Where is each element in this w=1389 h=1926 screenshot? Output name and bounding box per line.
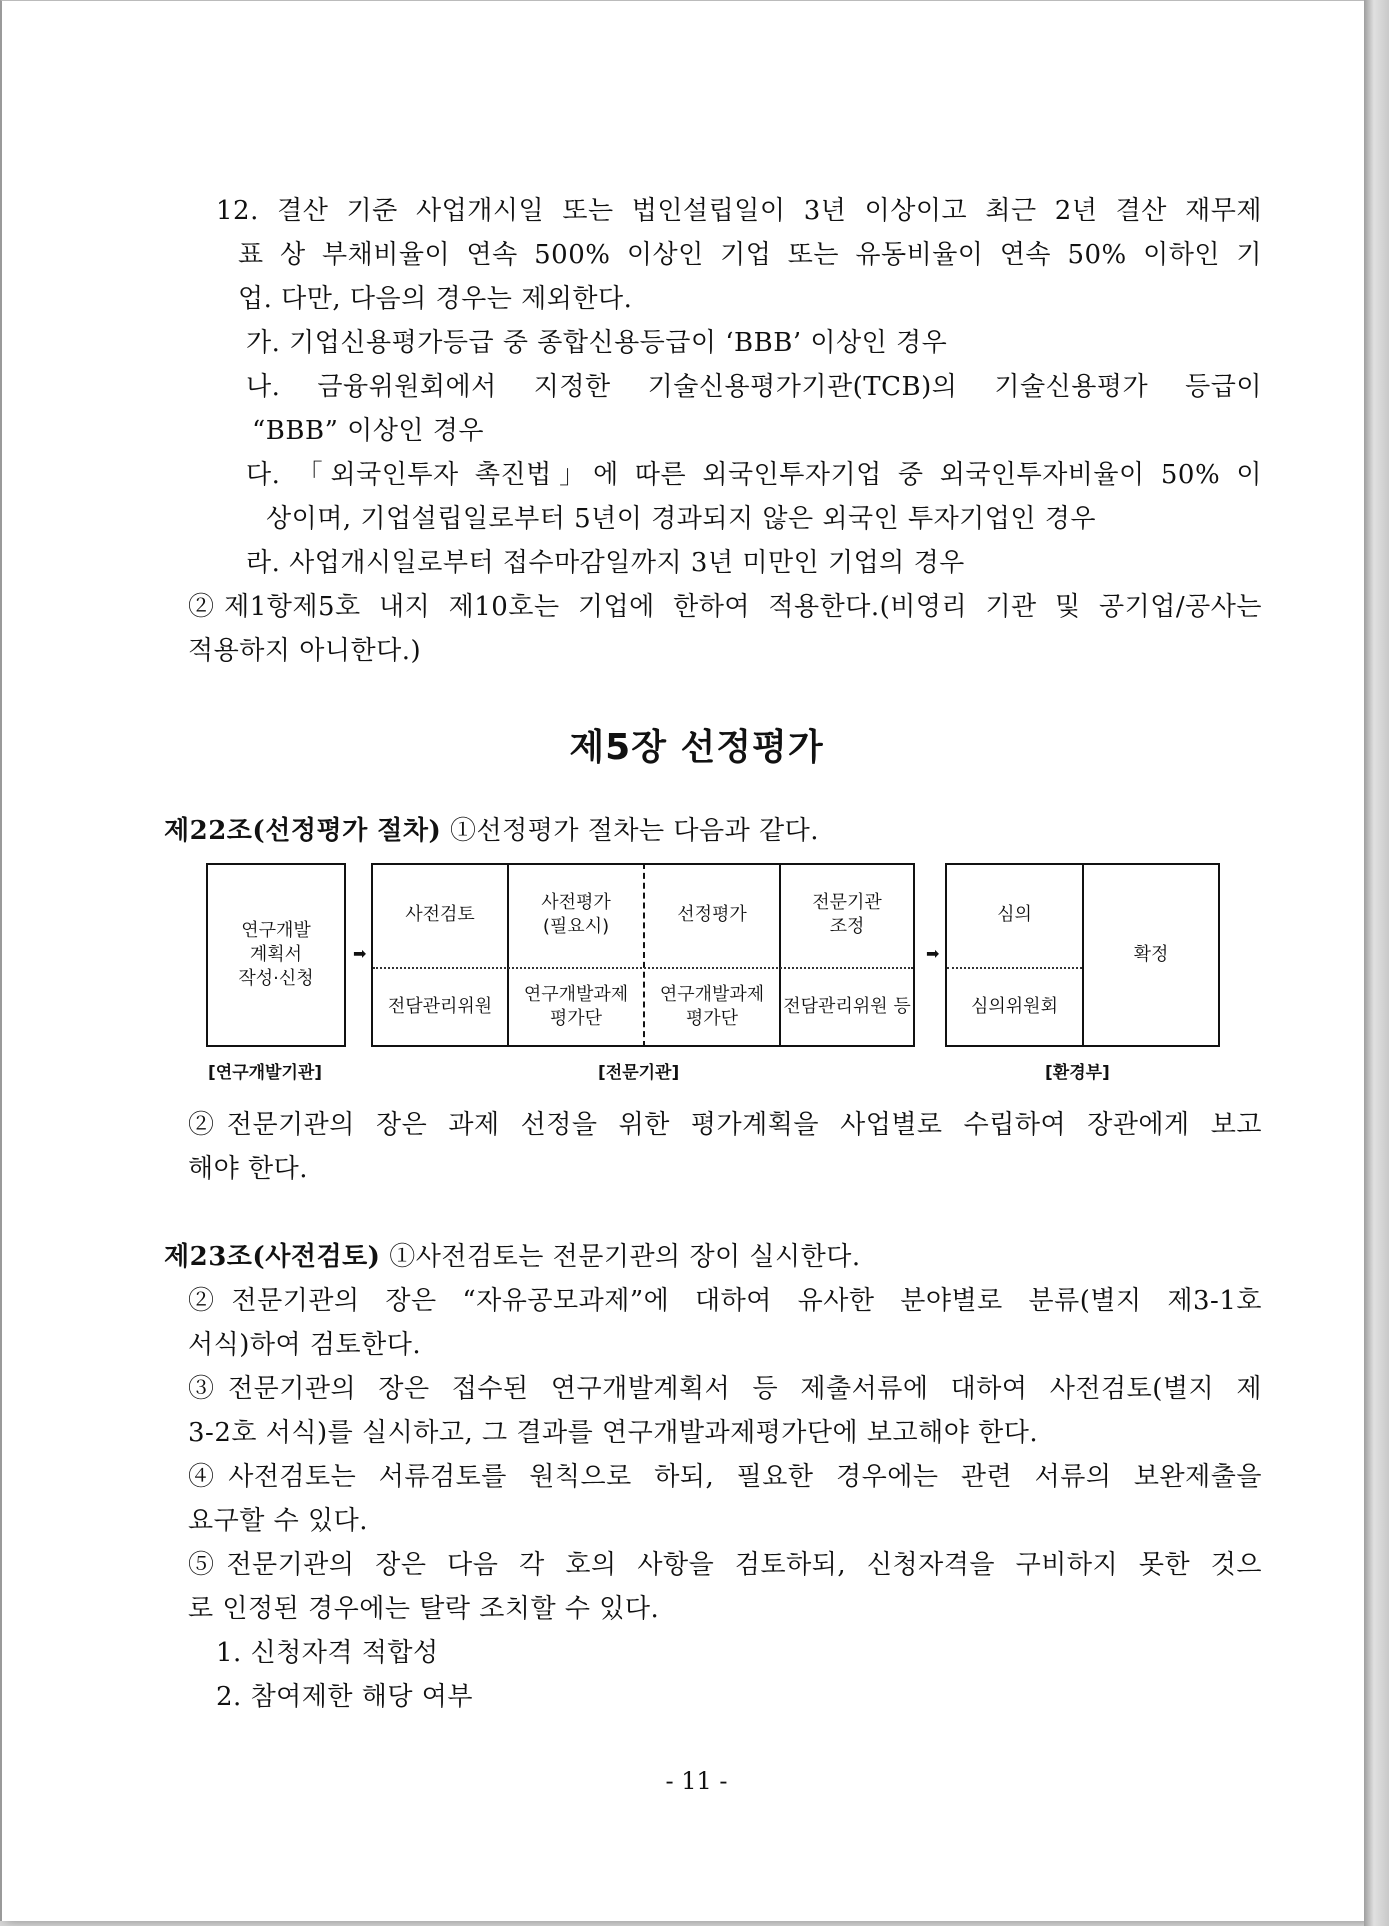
step-pre-evaluation: 사전평가 (필요시): [541, 892, 611, 937]
arrow-right-icon: ➡: [926, 944, 940, 963]
sub-item-da-line-1: 다. 「외국인투자 촉진법」에 따른 외국인투자기업 중 외국인투자비율이 50% 이: [246, 460, 1262, 490]
article-23-item-1: 1. 신청자격 적합성: [216, 1638, 439, 1668]
diagram-applicant-label: 연구개발 계획서 작성·신청: [238, 920, 314, 989]
actor-evaluation-panel-2: 연구개발과제 평가단: [659, 984, 765, 1029]
label-specialized-agency: [전문기관]: [598, 1063, 680, 1083]
arrow-right-icon: ➡: [353, 944, 367, 963]
sub-item-ra: 라. 사업개시일로부터 접수마감일까지 3년 미만인 기업의 경우: [246, 548, 965, 578]
actor-deliberation-committee: 심의위원회: [971, 996, 1058, 1017]
sub-item-na-line-1: 나. 금융위원회에서 지정한 기술신용평가기관(TCB)의 기술신용평가 등급이: [246, 372, 1262, 402]
article-23-paragraph-4-line-1: ④사전검토는 서류검토를 원칙으로 하되, 필요한 경우에는 관련 서류의 보완제출을: [188, 1462, 1262, 1492]
page-number: - 11 -: [665, 1767, 728, 1795]
article-23-paragraph-1: ①사전검토는 전문기관의 장이 실시한다.: [380, 1242, 861, 1272]
label-ministry-of-environment: [환경부]: [1045, 1063, 1110, 1083]
article-23-paragraph-2-line-1: ②전문기관의 장은 “자유공모과제”에 대하여 유사한 분야별로 분류(별지 제3-1호: [188, 1286, 1262, 1316]
article-23-title: 제23조(사전검토): [164, 1242, 381, 1272]
step-confirmation: 확정: [1133, 944, 1169, 965]
article-23-heading: [164, 1239, 861, 1275]
article-23-item-2: 2. 참여제한 해당 여부: [216, 1682, 474, 1712]
item-12-line-2: 표 상 부채비율이 연속 500% 이상인 기업 또는 유동비율이 연속 50% 이하인 기: [238, 240, 1262, 270]
actor-evaluation-panel: 연구개발과제 평가단: [523, 984, 629, 1029]
sub-item-da-line-2: 상이며, 기업설립일로부터 5년이 경과되지 않은 외국인 투자기업인 경우: [266, 504, 1097, 534]
item-12-line-3: 업. 다만, 다음의 경우는 제외한다.: [238, 284, 633, 314]
sub-item-na-line-2: “BBB” 이상인 경우: [252, 416, 485, 446]
article-22-paragraph-1: ①선정평가 절차는 다음과 같다.: [441, 816, 819, 846]
step-selection-evaluation: 선정평가: [677, 904, 747, 925]
article-22-heading: [164, 813, 819, 849]
article-23-paragraph-5-line-1: ⑤전문기관의 장은 다음 각 호의 사항을 검토하되, 신청자격을 구비하지 못한 것으: [188, 1550, 1262, 1580]
label-research-institution: [연구개발기관]: [208, 1063, 323, 1083]
item-12-line-1: 12. 결산 기준 사업개시일 또는 법인설립일이 3년 이상이고 최근 2년 결산 재무제: [216, 196, 1262, 226]
actor-manager: 전담관리위원: [387, 996, 493, 1017]
step-deliberation: 심의: [997, 904, 1032, 925]
chapter-title: 제5장 선정평가: [569, 727, 824, 768]
paragraph-2-line-2: 적용하지 아니한다.): [188, 636, 422, 666]
step-agency-adjustment: 전문기관 조정: [812, 892, 882, 937]
article-23-paragraph-3-line-1: ③전문기관의 장은 접수된 연구개발계획서 등 제출서류에 대하여 사전검토(별지 제: [188, 1374, 1262, 1404]
article-22-title: 제22조(선정평가 절차): [164, 816, 442, 846]
article-23-paragraph-4-line-2: 요구할 수 있다.: [188, 1506, 368, 1536]
article-23-paragraph-3-line-2: 3-2호 서식)를 실시하고, 그 결과를 연구개발과제평가단에 보고해야 한다.: [188, 1418, 1039, 1448]
sub-item-ga: 가. 기업신용평가등급 중 종합신용등급이 ‘BBB’ 이상인 경우: [246, 328, 948, 358]
article-22-paragraph-2-line-1: ②전문기관의 장은 과제 선정을 위한 평가계획을 사업별로 수립하여 장관에게 보고: [188, 1110, 1262, 1140]
article-22-paragraph-2-line-2: 해야 한다.: [188, 1154, 308, 1184]
article-23-paragraph-2-line-2: 서식)하여 검토한다.: [188, 1330, 422, 1360]
paragraph-2-line-1: ②제1항제5호 내지 제10호는 기업에 한하여 적용한다.(비영리 기관 및 공기업/공사는: [188, 592, 1262, 622]
step-pre-review: 사전검토: [405, 904, 475, 925]
article-23-paragraph-5-line-2: 로 인정된 경우에는 탈락 조치할 수 있다.: [188, 1594, 660, 1624]
page-edge-shadow: [1364, 0, 1389, 1926]
actor-manager-etc: 전담관리위원 등: [783, 996, 911, 1017]
